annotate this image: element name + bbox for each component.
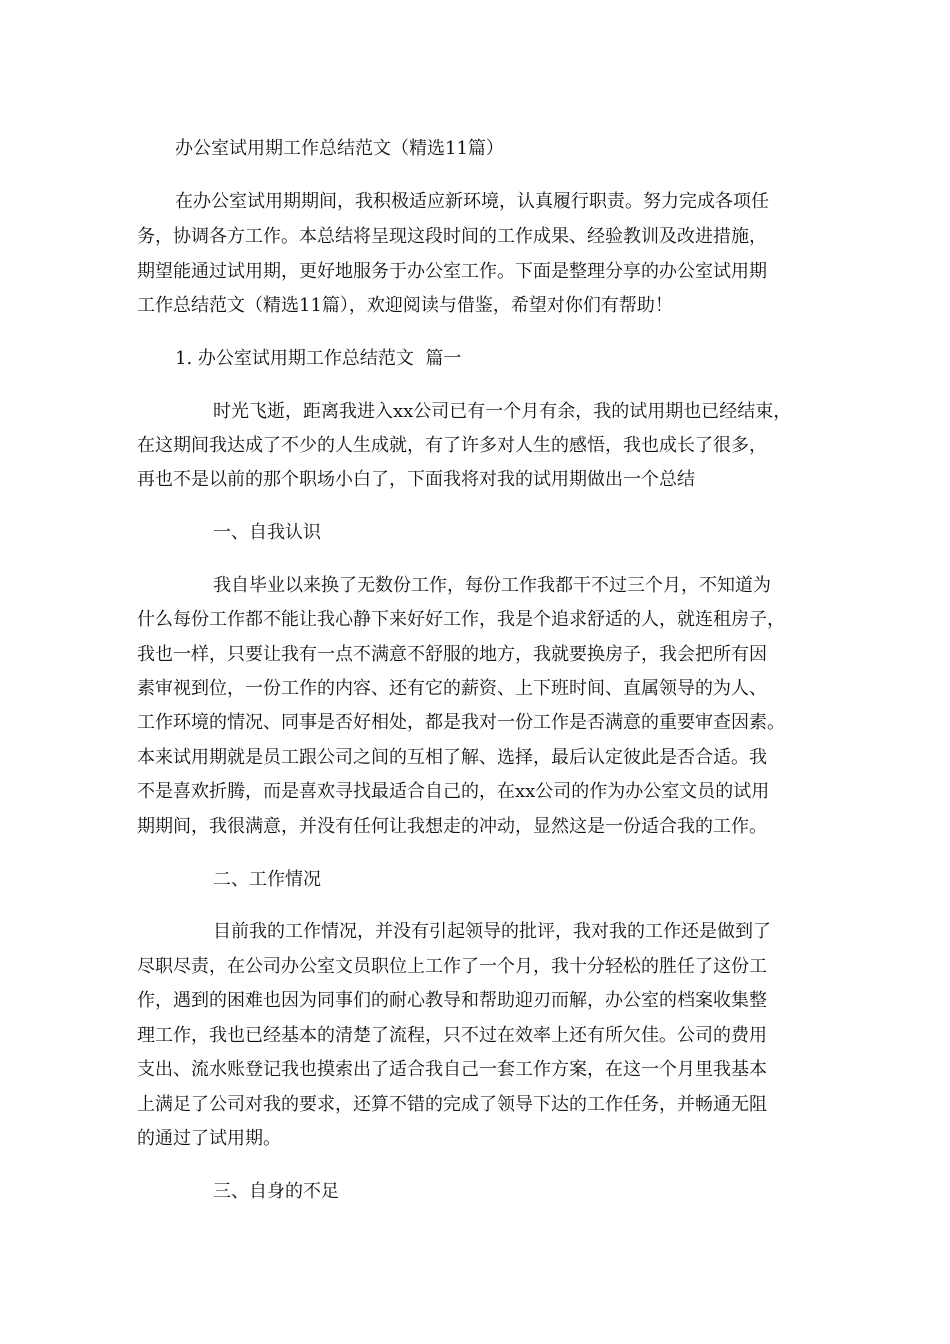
opening-line: 时光飞逝，距离我进入xx公司已有一个月有余，我的试用期也已经结束，: [213, 401, 792, 422]
section-body-line: 期期间，我很满意，并没有任何让我想走的冲动，显然这是一份适合我的工作。: [137, 816, 767, 837]
section-body-line: 素审视到位，一份工作的内容、还有它的薪资、上下班时间、直属领导的为人、: [137, 678, 767, 699]
section-body-line: 我自毕业以来换了无数份工作，每份工作我都干不过三个月，不知道为: [213, 575, 771, 596]
section-body-line: 本来试用期就是员工跟公司之间的互相了解、选择，最后认定彼此是否合适。我: [137, 747, 767, 768]
section-body-line: 不是喜欢折腾，而是喜欢寻找最适合自己的，在xx公司的作为办公室文员的试用: [137, 781, 770, 802]
opening-line: 在这期间我达成了不少的人生成就，有了许多对人生的感悟，我也成长了很多，: [137, 435, 767, 456]
intro-line: 在办公室试用期期间，我积极适应新环境，认真履行职责。努力完成各项任: [175, 191, 769, 212]
section-body-line: 我也一样，只要让我有一点不满意不舒服的地方，我就要换房子，我会把所有因: [137, 644, 767, 665]
section-body-line: 的通过了试用期。: [137, 1128, 281, 1149]
section-heading: 一、自我认识: [213, 522, 321, 543]
section-heading: 三、自身的不足: [213, 1181, 339, 1202]
section-body-line: 作，遇到的困难也因为同事们的耐心教导和帮助迎刃而解，办公室的档案收集整: [137, 990, 767, 1011]
section-body-line: 支出、流水账登记我也摸索出了适合我自己一套工作方案，在这一个月里我基本: [137, 1059, 767, 1080]
intro-line: 务，协调各方工作。本总结将呈现这段时间的工作成果、经验教训及改进措施，: [137, 226, 767, 247]
section-heading: 二、工作情况: [213, 869, 321, 890]
section-body-line: 什么每份工作都不能让我心静下来好好工作，我是个追求舒适的人，就连租房子，: [137, 609, 785, 630]
document-title: 办公室试用期工作总结范文（精选11篇）: [175, 138, 504, 159]
section-body-line: 尽职尽责，在公司办公室文员职位上工作了一个月，我十分轻松的胜任了这份工: [137, 956, 767, 977]
section-body-line: 理工作，我也已经基本的清楚了流程，只不过在效率上还有所欠佳。公司的费用: [137, 1025, 767, 1046]
section-body-line: 目前我的工作情况，并没有引起领导的批评，我对我的工作还是做到了: [213, 921, 771, 942]
article-heading: 1. 办公室试用期工作总结范文 篇一: [175, 348, 462, 369]
intro-line: 期望能通过试用期，更好地服务于办公室工作。下面是整理分享的办公室试用期: [137, 261, 767, 282]
section-body-line: 工作环境的情况、同事是否好相处，都是我对一份工作是否满意的重要审查因素。: [137, 712, 785, 733]
opening-line: 再也不是以前的那个职场小白了，下面我将对我的试用期做出一个总结: [137, 469, 695, 490]
section-body-line: 上满足了公司对我的要求，还算不错的完成了领导下达的工作任务，并畅通无阻: [137, 1094, 767, 1115]
intro-line: 工作总结范文（精选11篇），欢迎阅读与借鉴，希望对你们有帮助！: [137, 295, 673, 316]
